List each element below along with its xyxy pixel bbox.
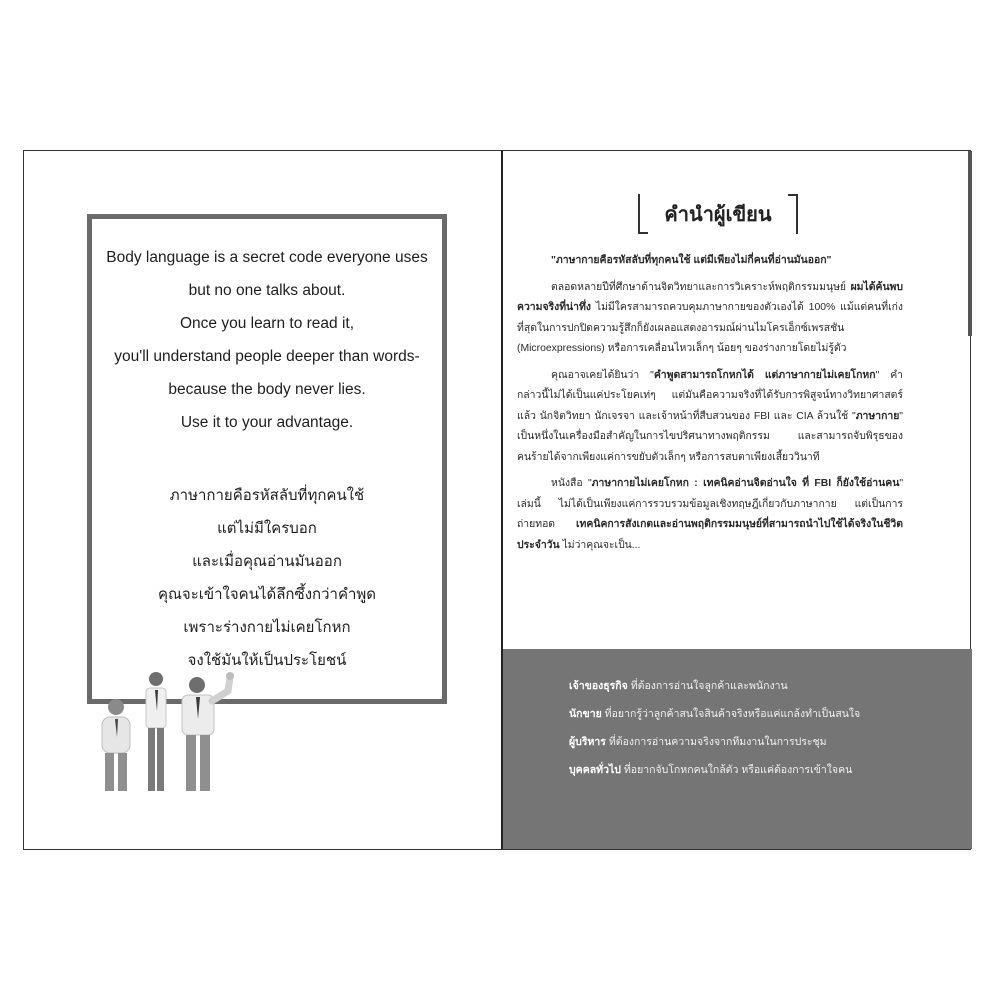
audience-item [569, 761, 852, 778]
audience-item [569, 705, 860, 722]
preface-title: คำนำผู้เขียน [664, 204, 772, 226]
audience-desc: ที่อยากรู้ว่าลูกค้าสนใจสินค้าจริงหรือแค่แกล้งทำเป็นสนใจ [601, 708, 861, 720]
text-run: ไม่มีใครสามารถควบคุมภาษากายของตัวเองได้ 100% แม้แต่คนที่เก่งที่สุดในการปกปิดความรู้สึกก็ยังเผลอแสดงอารมณ์ผ่านไมโครเอ็กซ์เพรสชัน (Microexpressions) หรือการเคลื่อนไหวเล็กๆ น้อยๆ ของร่างกายโดยไม่รู้ตัว [517, 302, 903, 354]
preface-paragraph [517, 278, 903, 360]
audience-label: นักขาย [569, 708, 602, 720]
preface-paragraph [517, 474, 903, 556]
bold-text-run: ภาษากาย [855, 410, 900, 422]
text-run: หนังสือ " [551, 478, 592, 489]
audience-desc: ที่อยากจับโกหกคนใกล้ตัว หรือแค่ต้องการเข้าใจคน [620, 764, 853, 776]
audience-item [569, 733, 827, 750]
preface-body [517, 251, 903, 562]
audience-desc: ที่ต้องการอ่านความจริงจากทีมงานในการประชุม [605, 736, 827, 748]
left-page [24, 151, 500, 849]
quote-th-line: และเมื่อคุณอ่านมันออก [192, 553, 342, 570]
quote-en-line: you'll understand people deeper than words- [114, 348, 420, 365]
quote-th-line: แต่ไม่มีใครบอก [217, 520, 317, 537]
bold-text-run: คำพูดสามารถโกหกได้ แต่ภาษากายไม่เคยโกหก [653, 369, 876, 381]
quote-en-line: Once you learn to read it, [179, 315, 355, 332]
quote-en-line: Body language is a secret code everyone uses [106, 249, 428, 266]
text-run: ไม่ว่าคุณจะเป็น... [559, 539, 641, 551]
preface-paragraph [517, 251, 903, 272]
quote-english [92, 241, 442, 439]
bold-text-run: ภาษากายไม่เคยโกหก : เทคนิคอ่านจิตอ่านใจ ที่ FBI ก็ยังใช้อ่านคน [591, 478, 900, 489]
bold-text-run: เทคนิคการสังเกตและอ่านพฤติกรรมมนุษย์ที่สามารถนำไปใช้ได้จริงในชีวิตประจำวัน [517, 519, 903, 551]
audience-label: เจ้าของธุรกิจ [569, 680, 628, 692]
quote-thai [92, 479, 442, 677]
man-right-figure [182, 672, 234, 791]
quote-th-line: ภาษากายคือรหัสลับที่ทุกคนใช้ [169, 487, 365, 504]
book-spread [23, 150, 971, 850]
quote-th-line: เพราะร่างกายไม่เคยโกหก [183, 619, 351, 636]
text-run: " คำกล่าวนี้ไม่ได้เป็นแค่ประโยคเท่ๆ แต่มันคือความจริงที่ได้รับการพิสูจน์ทางวิทยาศาสตร์แล้ว นักจิตวิทยา นักเจรจา และเจ้าหน้าที่สืบสวนของ FBI และ CIA ล้วนใช้ " [517, 369, 903, 422]
bold-text-run: "ภาษากายคือรหัสลับที่ทุกคนใช้ แต่มีเพียงไม่กี่คนที่อ่านมันออก" [551, 255, 832, 266]
audience-desc: ที่ต้องการอ่านใจลูกค้าและพนักงาน [627, 680, 788, 692]
text-run: ตลอดหลายปีที่ศึกษาด้านจิตวิทยาและการวิเคราะห์พฤติกรรมมนุษย์ [551, 281, 851, 293]
quote-en-line: but no one talks about. [188, 282, 346, 299]
quote-th-line: จงใช้มันให้เป็นประโยชน์ [187, 652, 347, 669]
preface-paragraph [517, 366, 903, 469]
text-run: " เล่มนี้ ไม่ได้เป็นเพียงแค่การรวบรวมข้อมูลเชิงทฤษฎีเกี่ยวกับภาษากาย แต่เป็นการถ่ายทอด [517, 478, 904, 530]
quote-en-line: because the body never lies. [168, 381, 366, 398]
bold-text-run: ผมได้ค้นพบความจริงที่น่าทึ่ง [517, 281, 903, 313]
businessmen-illustration [94, 671, 244, 796]
page-edge-bar [968, 151, 972, 336]
audience-label: บุคคลทั่วไป [569, 764, 621, 776]
text-run: " เป็นหนึ่งในเครื่องมือสำคัญในการไขปริศนาทางพฤติกรรม และสามารถจับพิรุธของคนร้ายได้จากเพียงแค่การขยับตัวเล็กๆ หรือการสบตาเพียงเสี้ยววินาที [517, 410, 903, 463]
quote-en-line: Use it to your advantage. [180, 414, 354, 431]
quote-frame [87, 214, 447, 704]
right-page [501, 151, 972, 849]
audience-item [569, 677, 788, 694]
audience-panel [503, 649, 972, 849]
audience-label: ผู้บริหาร [569, 736, 606, 748]
quote-th-line: คุณจะเข้าใจคนได้ลึกซึ้งกว่าคำพูด [157, 586, 377, 603]
man-middle-figure [146, 672, 166, 791]
man-left-figure [102, 699, 130, 791]
preface-title-box [638, 194, 798, 234]
text-run: คุณอาจเคยได้ยินว่า " [551, 369, 654, 381]
